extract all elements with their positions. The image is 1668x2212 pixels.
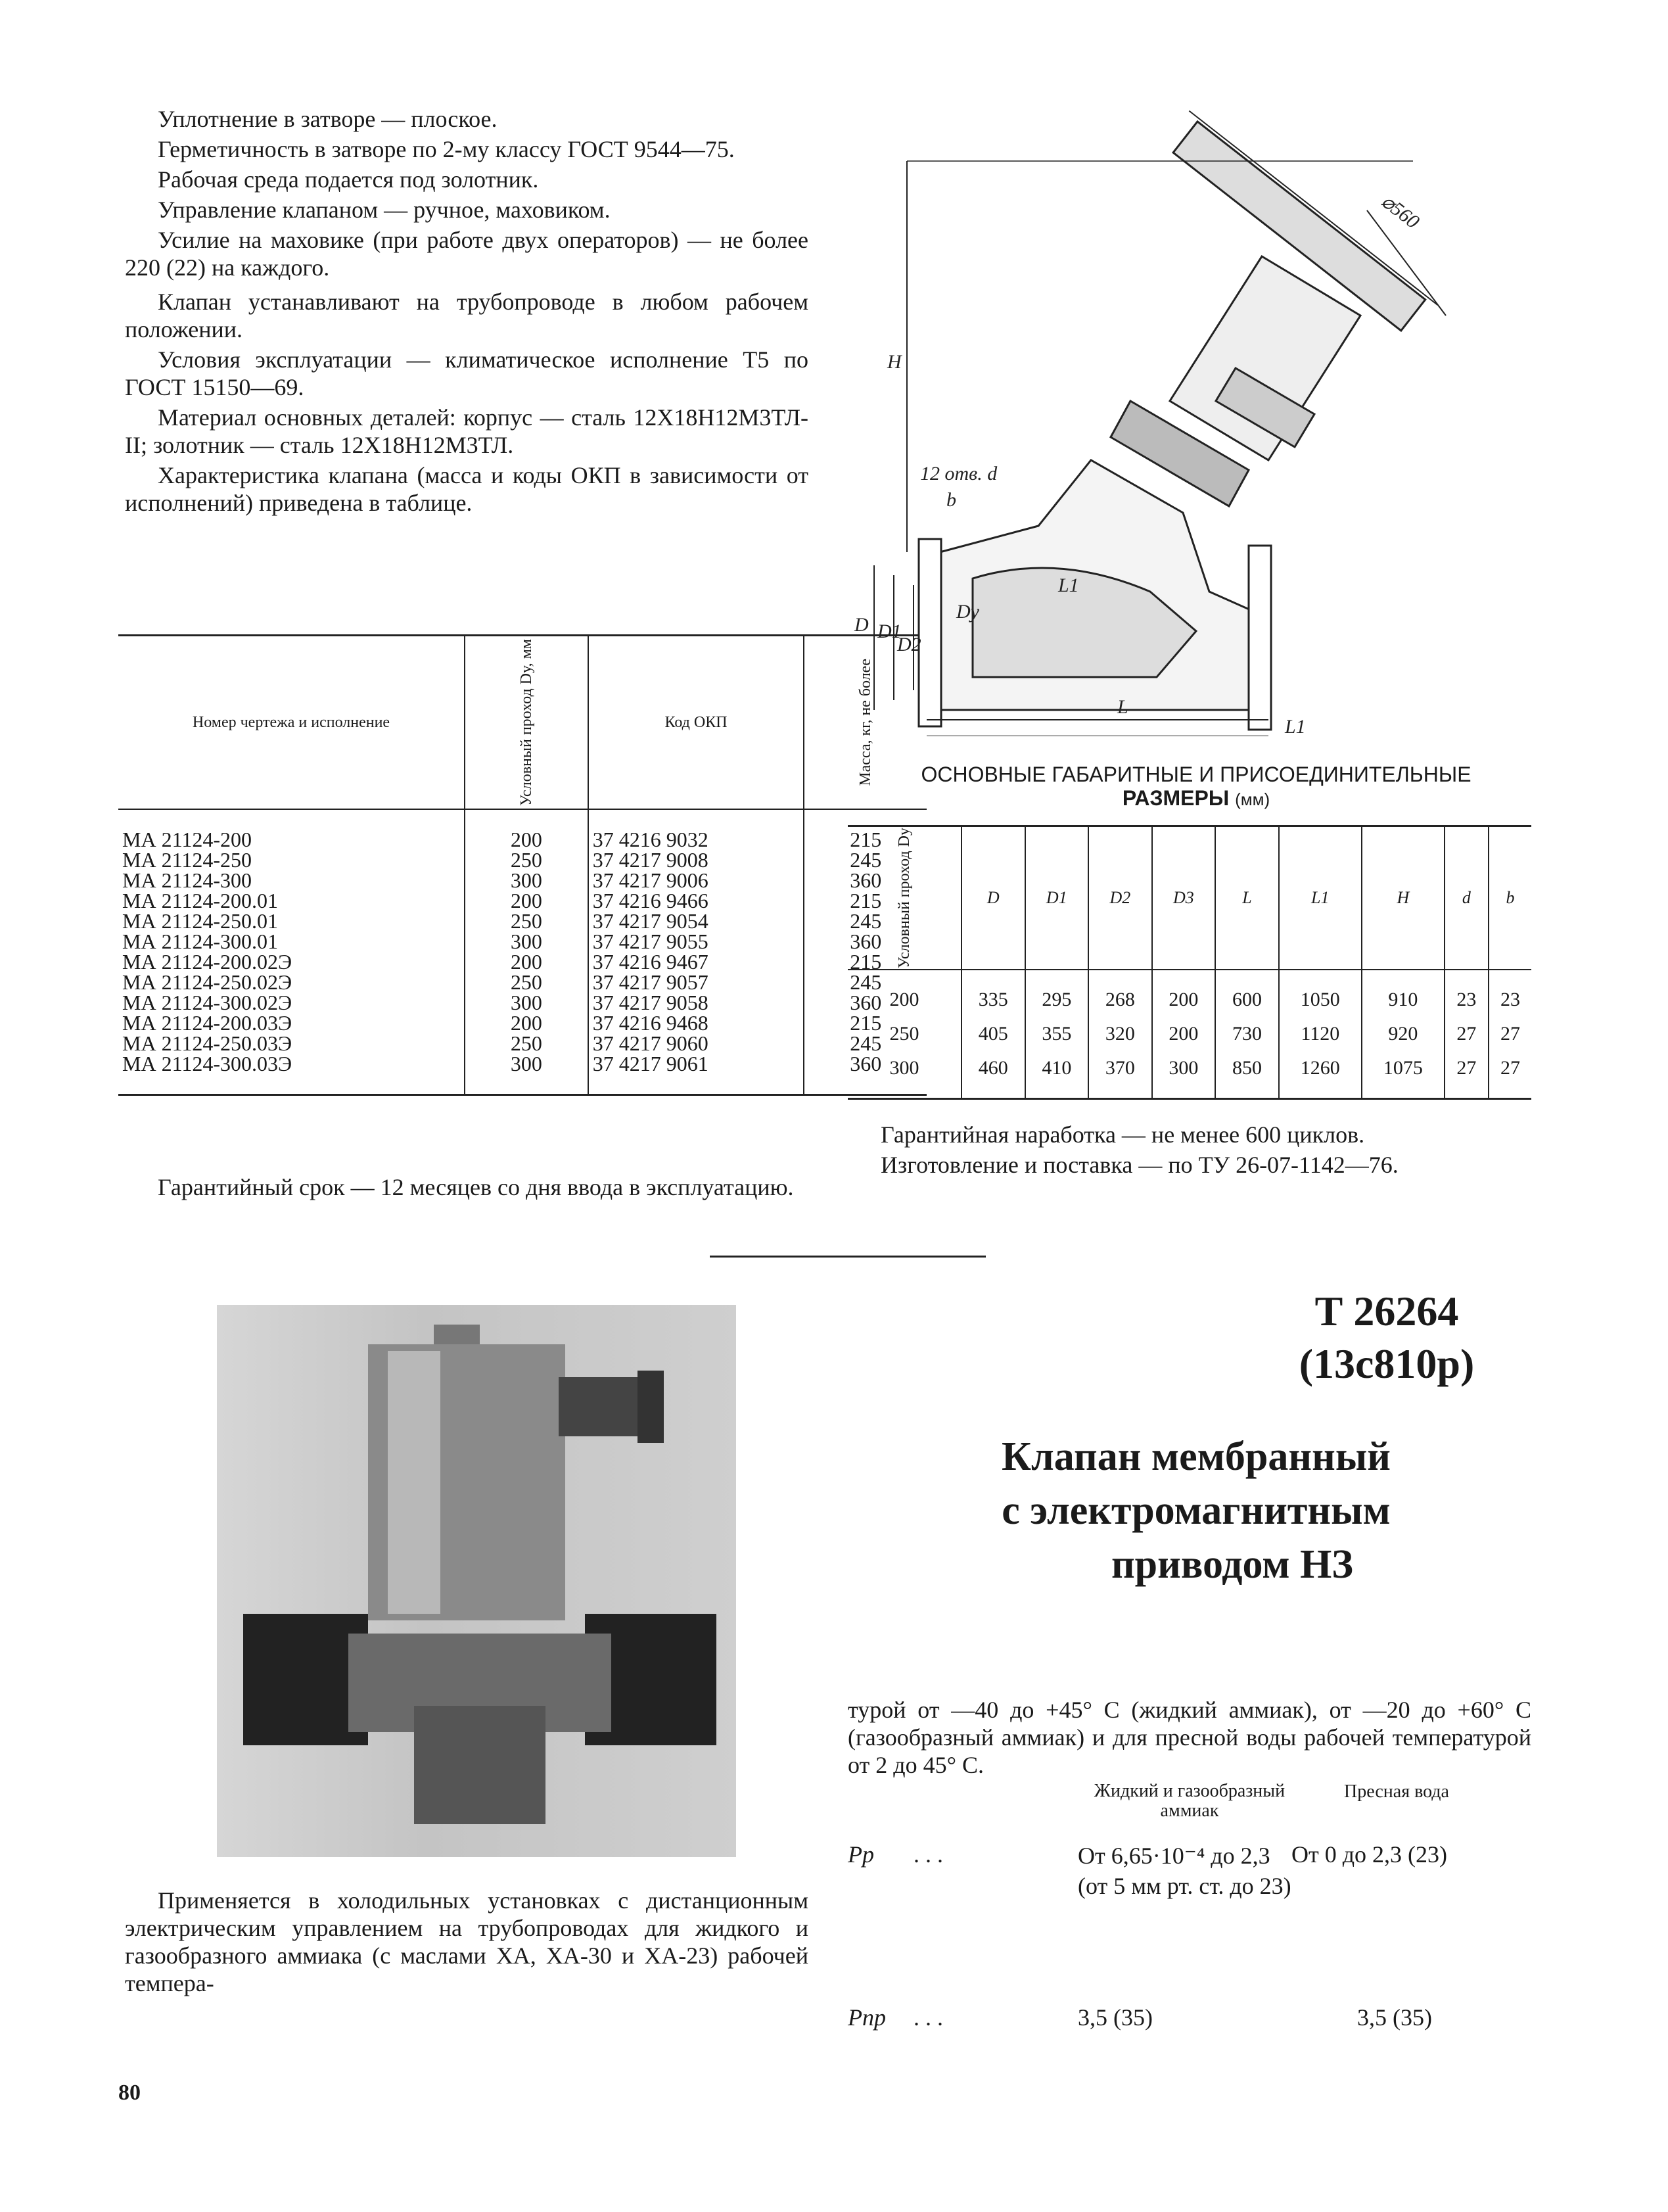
spec-line: Уплотнение в затворе — плоское.	[158, 106, 498, 132]
drawing-cell: МА 21124-250	[122, 848, 252, 872]
dim-cell: 320	[1088, 1017, 1152, 1051]
spec-line: Усилие на маховике (при работе двух операторов) — не более 220 (22) на каждого.	[125, 227, 808, 281]
table-row	[848, 970, 1531, 1017]
okp-cell: 37 4217 9058	[588, 993, 804, 1013]
drawing-cell: МА 21124-300.03Э	[122, 1052, 292, 1076]
dim-cell: 1120	[1279, 1017, 1362, 1051]
table2-title-line2: РАЗМЕРЫ	[1122, 786, 1230, 810]
dim-cell: 300	[1152, 1051, 1216, 1099]
mass-cell: 215	[804, 891, 927, 911]
table2-title	[848, 763, 1544, 811]
page-number: 80	[118, 2081, 141, 2105]
dim-cell: 268	[1088, 970, 1152, 1017]
col-header-mass: Масса, кг, не более	[857, 659, 875, 786]
dn-cell: 250	[465, 911, 588, 931]
pressure-col2-head: Пресная вода	[1344, 1781, 1449, 1802]
mass-cell: 245	[804, 911, 927, 931]
okp-cell: 37 4217 9060	[588, 1033, 804, 1054]
ppr-dots: . . .	[914, 2004, 943, 2031]
drawing-cell: МА 21124-200.03Э	[122, 1011, 292, 1035]
table-row	[848, 1017, 1531, 1051]
mass-cell: 360	[804, 870, 927, 891]
drawing-cell: МА 21124-300.01	[122, 930, 279, 954]
spec-line: Материал основных деталей: корпус — сталь 12Х18Н12М3ТЛ-II; золотник — сталь 12Х18Н12М3ТЛ.	[125, 404, 808, 458]
spec-line: Условия эксплуатации — климатическое исполнение Т5 по ГОСТ 15150—69.	[125, 346, 808, 400]
l1-label: L1	[1285, 716, 1306, 736]
usage-right	[848, 1696, 1531, 1781]
dim-col-header: D3	[1152, 826, 1216, 970]
ppr-label-text: Рпр	[848, 2004, 886, 2031]
d2-label: D2	[897, 634, 921, 655]
drawing-cell: МА 21124-250.01	[122, 909, 279, 933]
table-row	[118, 1054, 927, 1095]
table-row	[848, 1051, 1531, 1099]
usage-right-text: турой от —40 до +45° С (жидкий аммиак), от —20 до +60° С (газообразный аммиак) и для пресной воды рабочей температурой от 2 до 45° С.	[848, 1697, 1531, 1778]
model-code	[1249, 1285, 1525, 1390]
spec-line: Характеристика клапана (масса и коды ОКП в зависимости от исполнений) приведена в таблице.	[125, 462, 808, 516]
d1-label: D1	[877, 621, 902, 642]
dy-label: Dу	[956, 601, 979, 623]
table2-title-line1: ОСНОВНЫЕ ГАБАРИТНЫЕ И ПРИСОЕДИНИТЕЛЬНЫЕ	[921, 763, 1471, 786]
spec-line: Управление клапаном — ручное, маховиком.	[158, 197, 611, 223]
okp-cell: 37 4217 9008	[588, 850, 804, 870]
table-row	[118, 993, 927, 1013]
okp-cell: 37 4217 9057	[588, 972, 804, 993]
dim-cell: 27	[1489, 1051, 1531, 1099]
table-row	[118, 911, 927, 931]
mass-cell: 215	[804, 952, 927, 972]
dn-cell: 300	[465, 1054, 588, 1095]
dim-cell: 200	[889, 989, 919, 1011]
pr-value-water: От 0 до 2,3 (23)	[1291, 1841, 1448, 1868]
dim-cell: 27	[1489, 1017, 1531, 1051]
ppr-value-water: 3,5 (35)	[1357, 2004, 1432, 2031]
dim-cell: 600	[1215, 970, 1279, 1017]
dim-cell: 730	[1215, 1017, 1279, 1051]
dim-cell: 410	[1025, 1051, 1089, 1099]
spec-line: Клапан устанавливают на трубопроводе в любом рабочем положении.	[125, 289, 808, 342]
warranty-left-text: Гарантийный срок — 12 месяцев со дня ввода в эксплуатацию.	[158, 1174, 794, 1200]
mass-cell: 360	[804, 1054, 927, 1095]
usage-left-text: Применяется в холодильных установках с дистанционным электрическим управлением на трубопроводах для жидкого и газообразного аммиака (с маслами ХА, ХА-30 и ХА-23) рабочей темпера-	[125, 1887, 808, 1996]
h-label: H	[887, 351, 902, 373]
usage-left	[125, 1887, 808, 2000]
okp-cell: 37 4216 9467	[588, 952, 804, 972]
right-spec-text	[848, 1121, 1531, 1181]
dim-col-header: L1	[1279, 826, 1362, 970]
table-row	[118, 809, 927, 850]
dim-cell: 910	[1362, 970, 1445, 1017]
dn-cell: 250	[465, 972, 588, 993]
drawing-cell: МА 21124-250.02Э	[122, 970, 292, 995]
okp-table	[118, 634, 927, 1096]
dim-cell: 200	[1152, 1017, 1216, 1051]
l-label: L	[1117, 696, 1128, 718]
dim-col-header: b	[1489, 826, 1531, 970]
b-label: b	[946, 489, 956, 511]
dim-cell: 335	[961, 970, 1025, 1017]
dn-cell: 250	[465, 850, 588, 870]
title-line1: Клапан мембранный	[1002, 1434, 1391, 1479]
table2-title-unit: (мм)	[1235, 789, 1270, 809]
dim-col-header: D1	[1025, 826, 1089, 970]
model-code-alt: (13с810р)	[1299, 1340, 1475, 1387]
okp-cell: 37 4216 9466	[588, 891, 804, 911]
table-row	[118, 972, 927, 993]
table-row	[118, 1013, 927, 1033]
dn-cell: 300	[465, 993, 588, 1013]
dim-cell: 295	[1025, 970, 1089, 1017]
d-label: D	[854, 614, 869, 636]
dn-cell: 200	[465, 952, 588, 972]
left-spec-text	[125, 105, 808, 519]
dim-col-header: d	[1445, 826, 1489, 970]
dn-col-header: Условный проход Dу	[896, 828, 913, 969]
valve-photo	[217, 1305, 736, 1857]
dim-cell: 200	[1152, 970, 1216, 1017]
warranty-cycles: Гарантийная наработка — не менее 600 циклов.	[881, 1121, 1365, 1148]
dim-cell: 23	[1489, 970, 1531, 1017]
col-header-dn: Условный проход Dу, мм	[517, 639, 535, 807]
dim-col-header: H	[1362, 826, 1445, 970]
valve-drawing	[841, 92, 1564, 736]
spec-line: Рабочая среда подается под золотник.	[158, 166, 539, 193]
dimensions-table	[848, 825, 1531, 1100]
title-line3: приводом НЗ	[1111, 1542, 1354, 1587]
okp-cell: 37 4217 9061	[588, 1054, 804, 1095]
dn-cell: 200	[465, 891, 588, 911]
dn-cell: 200	[465, 809, 588, 850]
dn-cell: 250	[465, 1033, 588, 1054]
dim-cell: 405	[961, 1017, 1025, 1051]
dim-cell: 850	[1215, 1051, 1279, 1099]
dim-col-header: D2	[1088, 826, 1152, 970]
drawing-cell: МА 21124-300.02Э	[122, 991, 292, 1015]
dim-cell: 1075	[1362, 1051, 1445, 1099]
mass-cell: 360	[804, 993, 927, 1013]
dn-cell: 200	[465, 1013, 588, 1033]
dim-cell: 460	[961, 1051, 1025, 1099]
dim-cell: 355	[1025, 1017, 1089, 1051]
table-row	[118, 891, 927, 911]
pr-label	[848, 1841, 874, 1868]
dim-col-header: D	[961, 826, 1025, 970]
dim-col-header	[848, 826, 961, 970]
drawing-cell: МА 21124-300	[122, 868, 252, 893]
mass-cell: 245	[804, 1033, 927, 1054]
okp-cell: 37 4217 9006	[588, 870, 804, 891]
dim-col-header: L	[1215, 826, 1279, 970]
okp-cell: 37 4216 9032	[588, 809, 804, 850]
l1-inner-label: L1	[1058, 575, 1079, 596]
dim-cell: 300	[889, 1057, 919, 1079]
table-row	[118, 931, 927, 952]
table-row	[118, 870, 927, 891]
table-row	[118, 850, 927, 870]
drawing-cell: МА 21124-200	[122, 828, 252, 852]
mass-cell: 245	[804, 972, 927, 993]
dim-cell: 1260	[1279, 1051, 1362, 1099]
dim-cell: 920	[1362, 1017, 1445, 1051]
pr-label-text: Рр	[848, 1841, 874, 1868]
pr-value-ammonia: От 6,65·10⁻⁴ до 2,3 (от 5 мм рт. ст. до 23)	[1078, 1843, 1291, 1899]
product-title	[973, 1430, 1420, 1591]
model-code-main: Т 26264	[1314, 1288, 1459, 1334]
drawing-cell: МА 21124-250.03Э	[122, 1031, 292, 1056]
dim-cell: 1050	[1279, 970, 1362, 1017]
pr-dots: . . .	[914, 1841, 943, 1868]
warranty-left	[125, 1173, 808, 1204]
col-header-drawing: Номер чертежа и исполнение	[192, 713, 390, 731]
holes-label: 12 отв. d	[920, 463, 998, 484]
table-row	[118, 1033, 927, 1054]
col-header-okp: Код ОКП	[588, 636, 804, 810]
mass-cell: 360	[804, 931, 927, 952]
spec-line: Герметичность в затворе по 2-му классу ГОСТ 9544—75.	[158, 136, 735, 162]
mass-cell: 215	[804, 809, 927, 850]
dim-cell: 370	[1088, 1051, 1152, 1099]
section-divider	[710, 1256, 986, 1258]
dn-cell: 300	[465, 870, 588, 891]
mass-cell: 215	[804, 1013, 927, 1033]
drawing-cell: МА 21124-200.02Э	[122, 950, 292, 974]
okp-cell: 37 4216 9468	[588, 1013, 804, 1033]
dim-cell: 23	[1445, 970, 1489, 1017]
table-row	[118, 952, 927, 972]
okp-cell: 37 4217 9055	[588, 931, 804, 952]
ppr-label	[848, 2004, 886, 2031]
dim-cell: 27	[1445, 1051, 1489, 1099]
okp-cell: 37 4217 9054	[588, 911, 804, 931]
drawing-cell: МА 21124-200.01	[122, 889, 279, 913]
dia-label: ⌀560	[1377, 190, 1424, 233]
title-line2: с электромагнитным	[1002, 1488, 1391, 1533]
ppr-value-ammonia: 3,5 (35)	[1078, 2004, 1153, 2031]
pressure-col1-head: Жидкий и газообразный аммиак	[1094, 1781, 1286, 1821]
manufacture: Изготовление и поставка — по ТУ 26-07-1142—76.	[881, 1152, 1399, 1178]
dim-cell: 250	[889, 1023, 919, 1045]
mass-cell: 245	[804, 850, 927, 870]
dim-cell: 27	[1445, 1017, 1489, 1051]
dn-cell: 300	[465, 931, 588, 952]
